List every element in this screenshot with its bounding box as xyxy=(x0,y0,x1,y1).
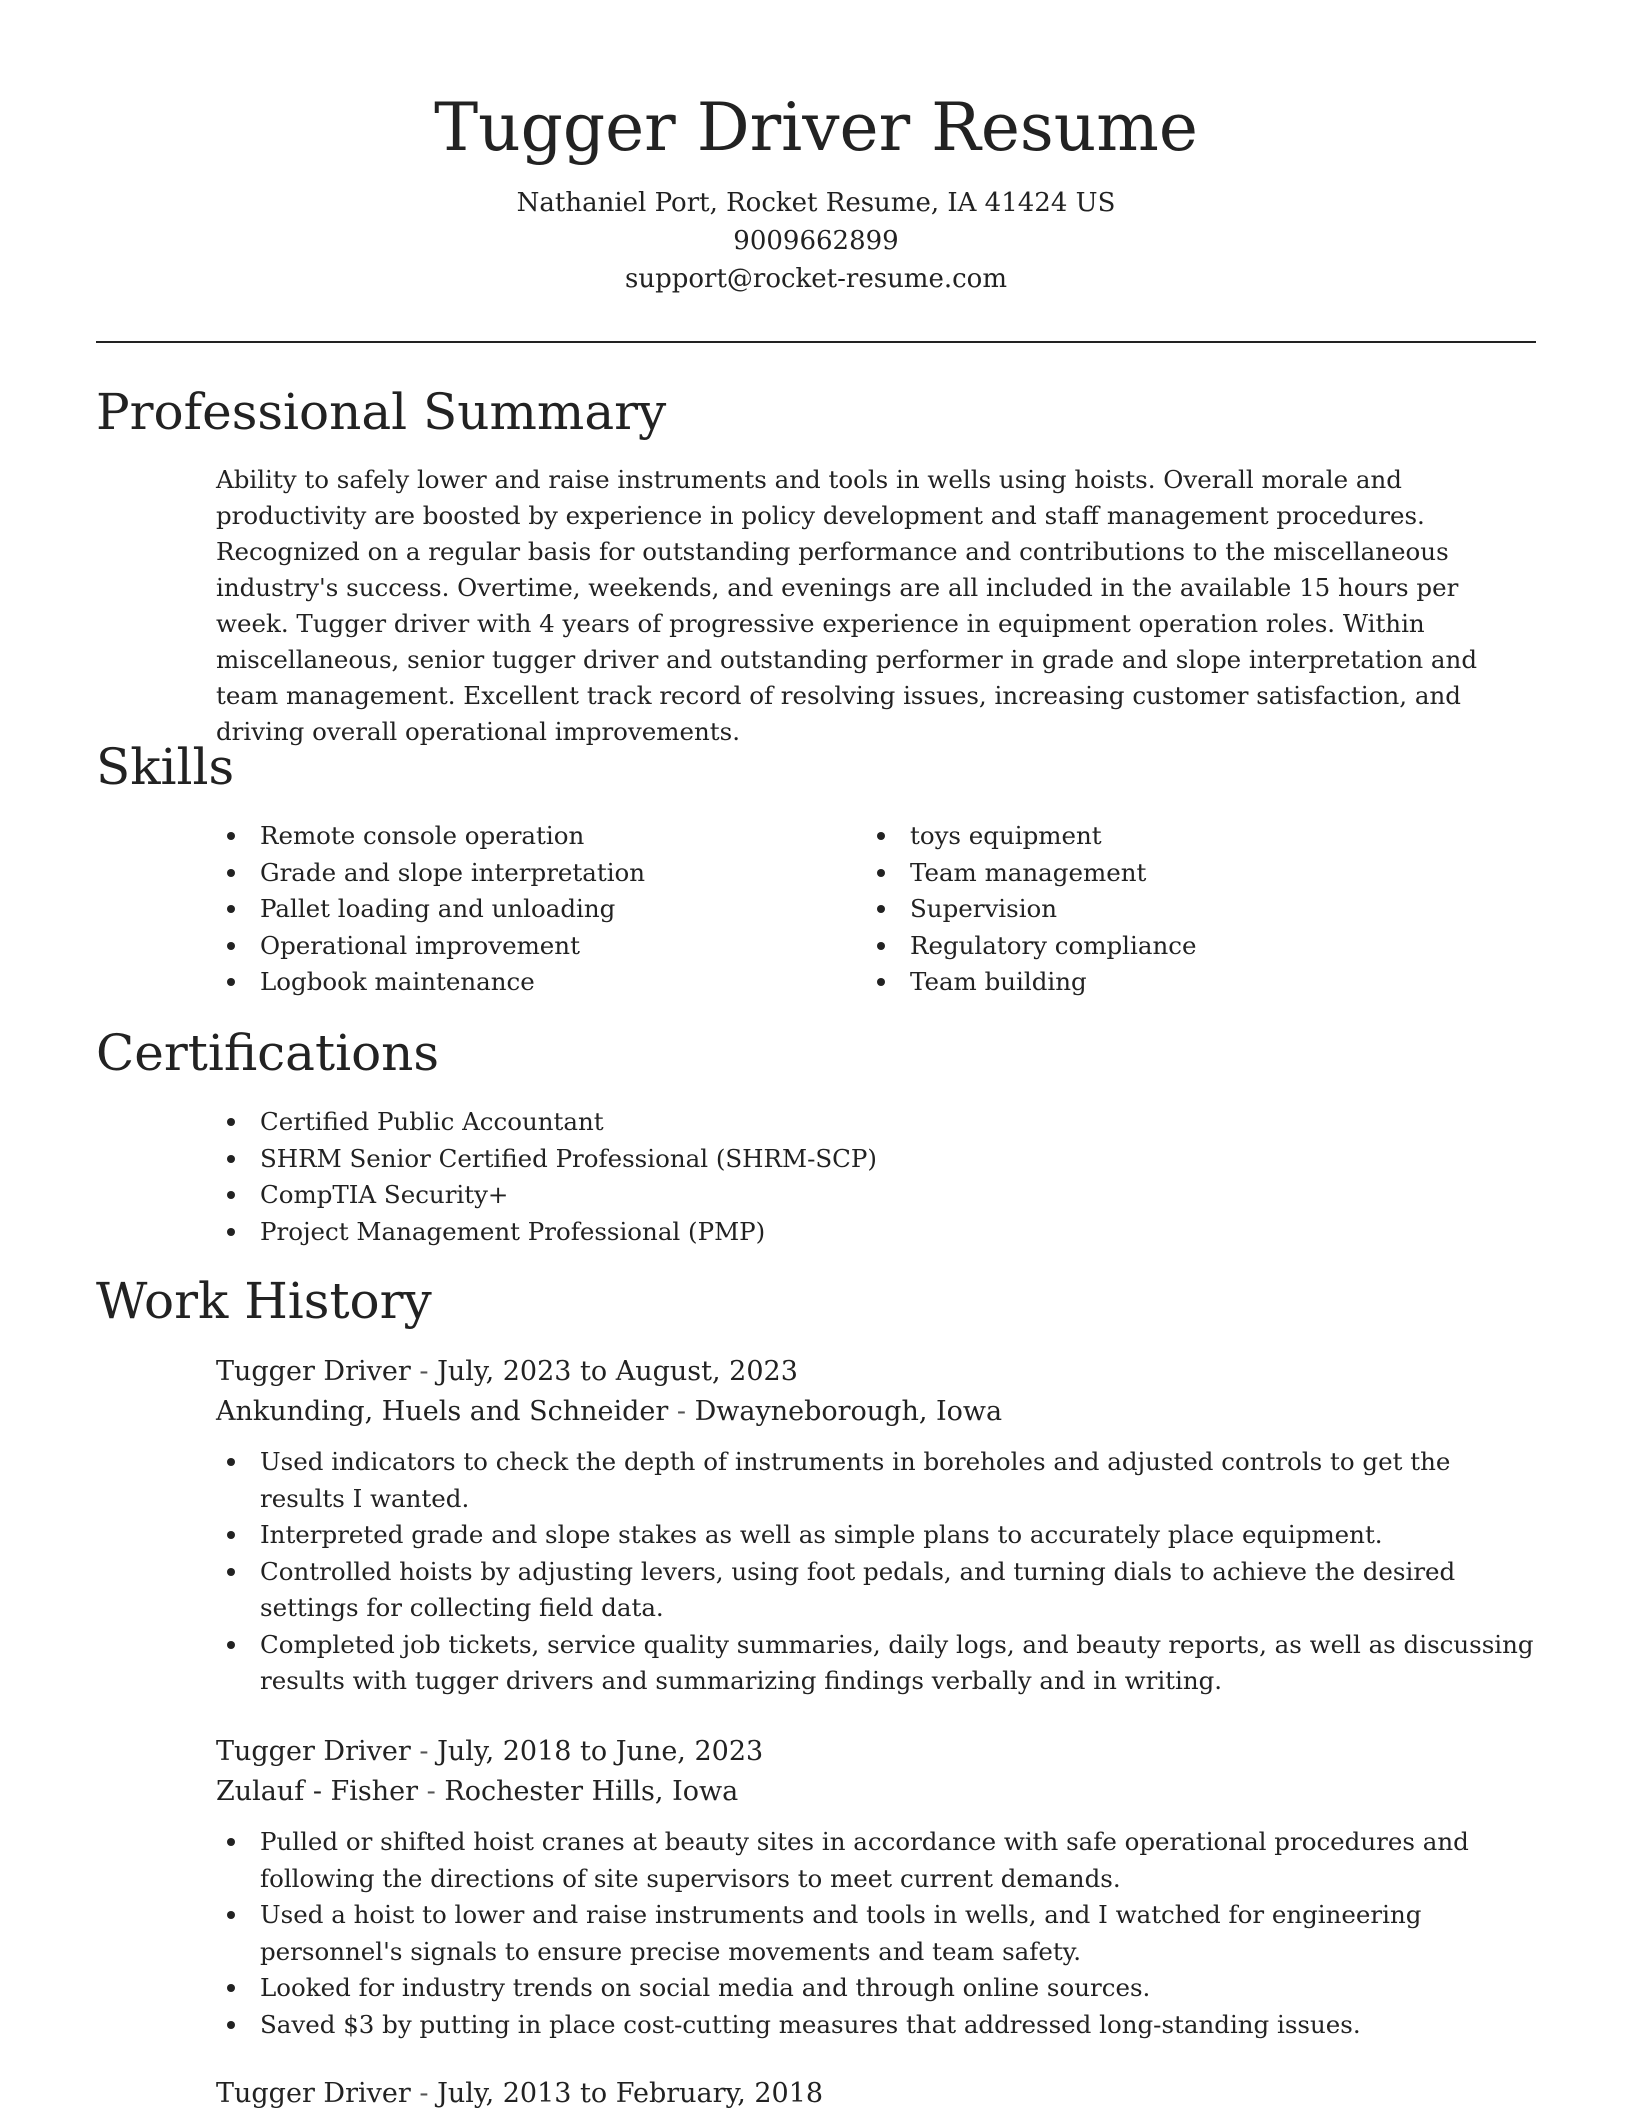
separator: - xyxy=(410,1356,438,1387)
skills-list-right xyxy=(866,818,1486,1001)
job-duties-list xyxy=(216,1444,1536,1700)
job-entry xyxy=(216,1352,1536,1700)
summary-text: Ability to safely lower and raise instruments and tools in wells using hoists. Overall morale and productivity are boosted by experience in policy development and staff management procedures. Recognized on a regular basis for outstanding performance and contributions to the miscellaneous industry's success. Overtime, weekends, and evenings are all included in the available 15 hours per week. Tugger driver with 4 years of progressive experience in equipment operation roles. Within miscellaneous, senior tugger driver and outstanding performer in grade and slope interpretation and team management. Excellent track record of resolving issues, increasing customer satisfaction, and driving overall operational improvements. xyxy=(216,465,1477,746)
job-entry xyxy=(216,2074,1536,2114)
job-duty: Interpreted grade and slope stakes as well as simple plans to accurately place equipment. xyxy=(216,1517,1536,1554)
certification-item: CompTIA Security+ xyxy=(216,1177,1516,1214)
job-company-line xyxy=(216,1772,1536,1812)
job-title: Tugger Driver xyxy=(216,1356,411,1387)
certification-item: Certified Public Accountant xyxy=(216,1104,1516,1141)
skill-item: Operational improvement xyxy=(216,928,836,965)
skill-item: Remote console operation xyxy=(216,818,836,855)
contact-address: Nathaniel Port, Rocket Resume, IA 41424 US xyxy=(516,188,1116,218)
job-title-line xyxy=(216,2074,1536,2114)
header-divider xyxy=(96,341,1536,343)
contact-email: support@rocket-resume.com xyxy=(624,264,1007,294)
skill-item: Grade and slope interpretation xyxy=(216,855,836,892)
job-location: Rochester Hills, Iowa xyxy=(444,1776,739,1807)
work-history-heading: Work History xyxy=(96,1272,432,1330)
skill-item: Supervision xyxy=(866,891,1486,928)
separator: - xyxy=(668,1396,695,1427)
job-dates: July, 2018 to June, 2023 xyxy=(437,1736,764,1767)
job-company: Zulauf - Fisher xyxy=(216,1776,419,1807)
job-duty: Used a hoist to lower and raise instruments and tools in wells, and I watched for engineering personnel's signals to ensure precise movements and team safety. xyxy=(216,1897,1536,1970)
certification-item: Project Management Professional (PMP) xyxy=(216,1214,1516,1251)
job-dates: July, 2013 to February, 2018 xyxy=(437,2078,824,2109)
skill-item: Logbook maintenance xyxy=(216,964,836,1001)
job-title-line xyxy=(216,1352,1536,1392)
skills-heading: Skills xyxy=(96,738,235,796)
job-duty: Used indicators to check the depth of instruments in boreholes and adjusted controls to get the results I wanted. xyxy=(216,1444,1536,1517)
skill-item: Team building xyxy=(866,964,1486,1001)
job-duty: Looked for industry trends on social media and through online sources. xyxy=(216,1970,1536,2007)
summary-heading: Professional Summary xyxy=(96,383,667,441)
skill-item: Regulatory compliance xyxy=(866,928,1486,965)
job-dates: July, 2023 to August, 2023 xyxy=(437,1356,798,1387)
job-duty: Completed job tickets, service quality summaries, daily logs, and beauty reports, as well as discussing results with tugger drivers and summarizing findings verbally and in writing. xyxy=(216,1627,1536,1700)
resume-title: Tugger Driver Resume xyxy=(434,89,1198,166)
separator: - xyxy=(410,2078,438,2109)
certification-item: SHRM Senior Certified Professional (SHRM-SCP) xyxy=(216,1141,1516,1178)
job-location: Dwayneborough, Iowa xyxy=(694,1396,1003,1427)
skill-item: Pallet loading and unloading xyxy=(216,891,836,928)
job-duty: Pulled or shifted hoist cranes at beauty sites in accordance with safe operational procedures and following the directions of site supervisors to meet current demands. xyxy=(216,1824,1536,1897)
contact-block xyxy=(0,184,1632,298)
contact-phone: 9009662899 xyxy=(733,226,899,256)
job-title-line xyxy=(216,1732,1536,1772)
skill-item: Team management xyxy=(866,855,1486,892)
job-company: Ankunding, Huels and Schneider xyxy=(216,1396,669,1427)
certifications-heading: Certifications xyxy=(96,1024,440,1082)
separator: - xyxy=(418,1776,445,1807)
resume-header xyxy=(0,86,1632,298)
job-entry xyxy=(216,1732,1536,2043)
job-duty: Saved $3 by putting in place cost-cutting measures that addressed long-standing issues. xyxy=(216,2007,1536,2044)
skill-item: toys equipment xyxy=(866,818,1486,855)
job-duties-list xyxy=(216,1824,1536,2043)
certifications-list xyxy=(216,1104,1516,1250)
job-title: Tugger Driver xyxy=(216,1736,411,1767)
skills-list-left xyxy=(216,818,836,1001)
job-duty: Controlled hoists by adjusting levers, using foot pedals, and turning dials to achieve the desired settings for collecting field data. xyxy=(216,1554,1536,1627)
separator: - xyxy=(410,1736,438,1767)
job-company-line xyxy=(216,1392,1536,1432)
job-title: Tugger Driver xyxy=(216,2078,411,2109)
